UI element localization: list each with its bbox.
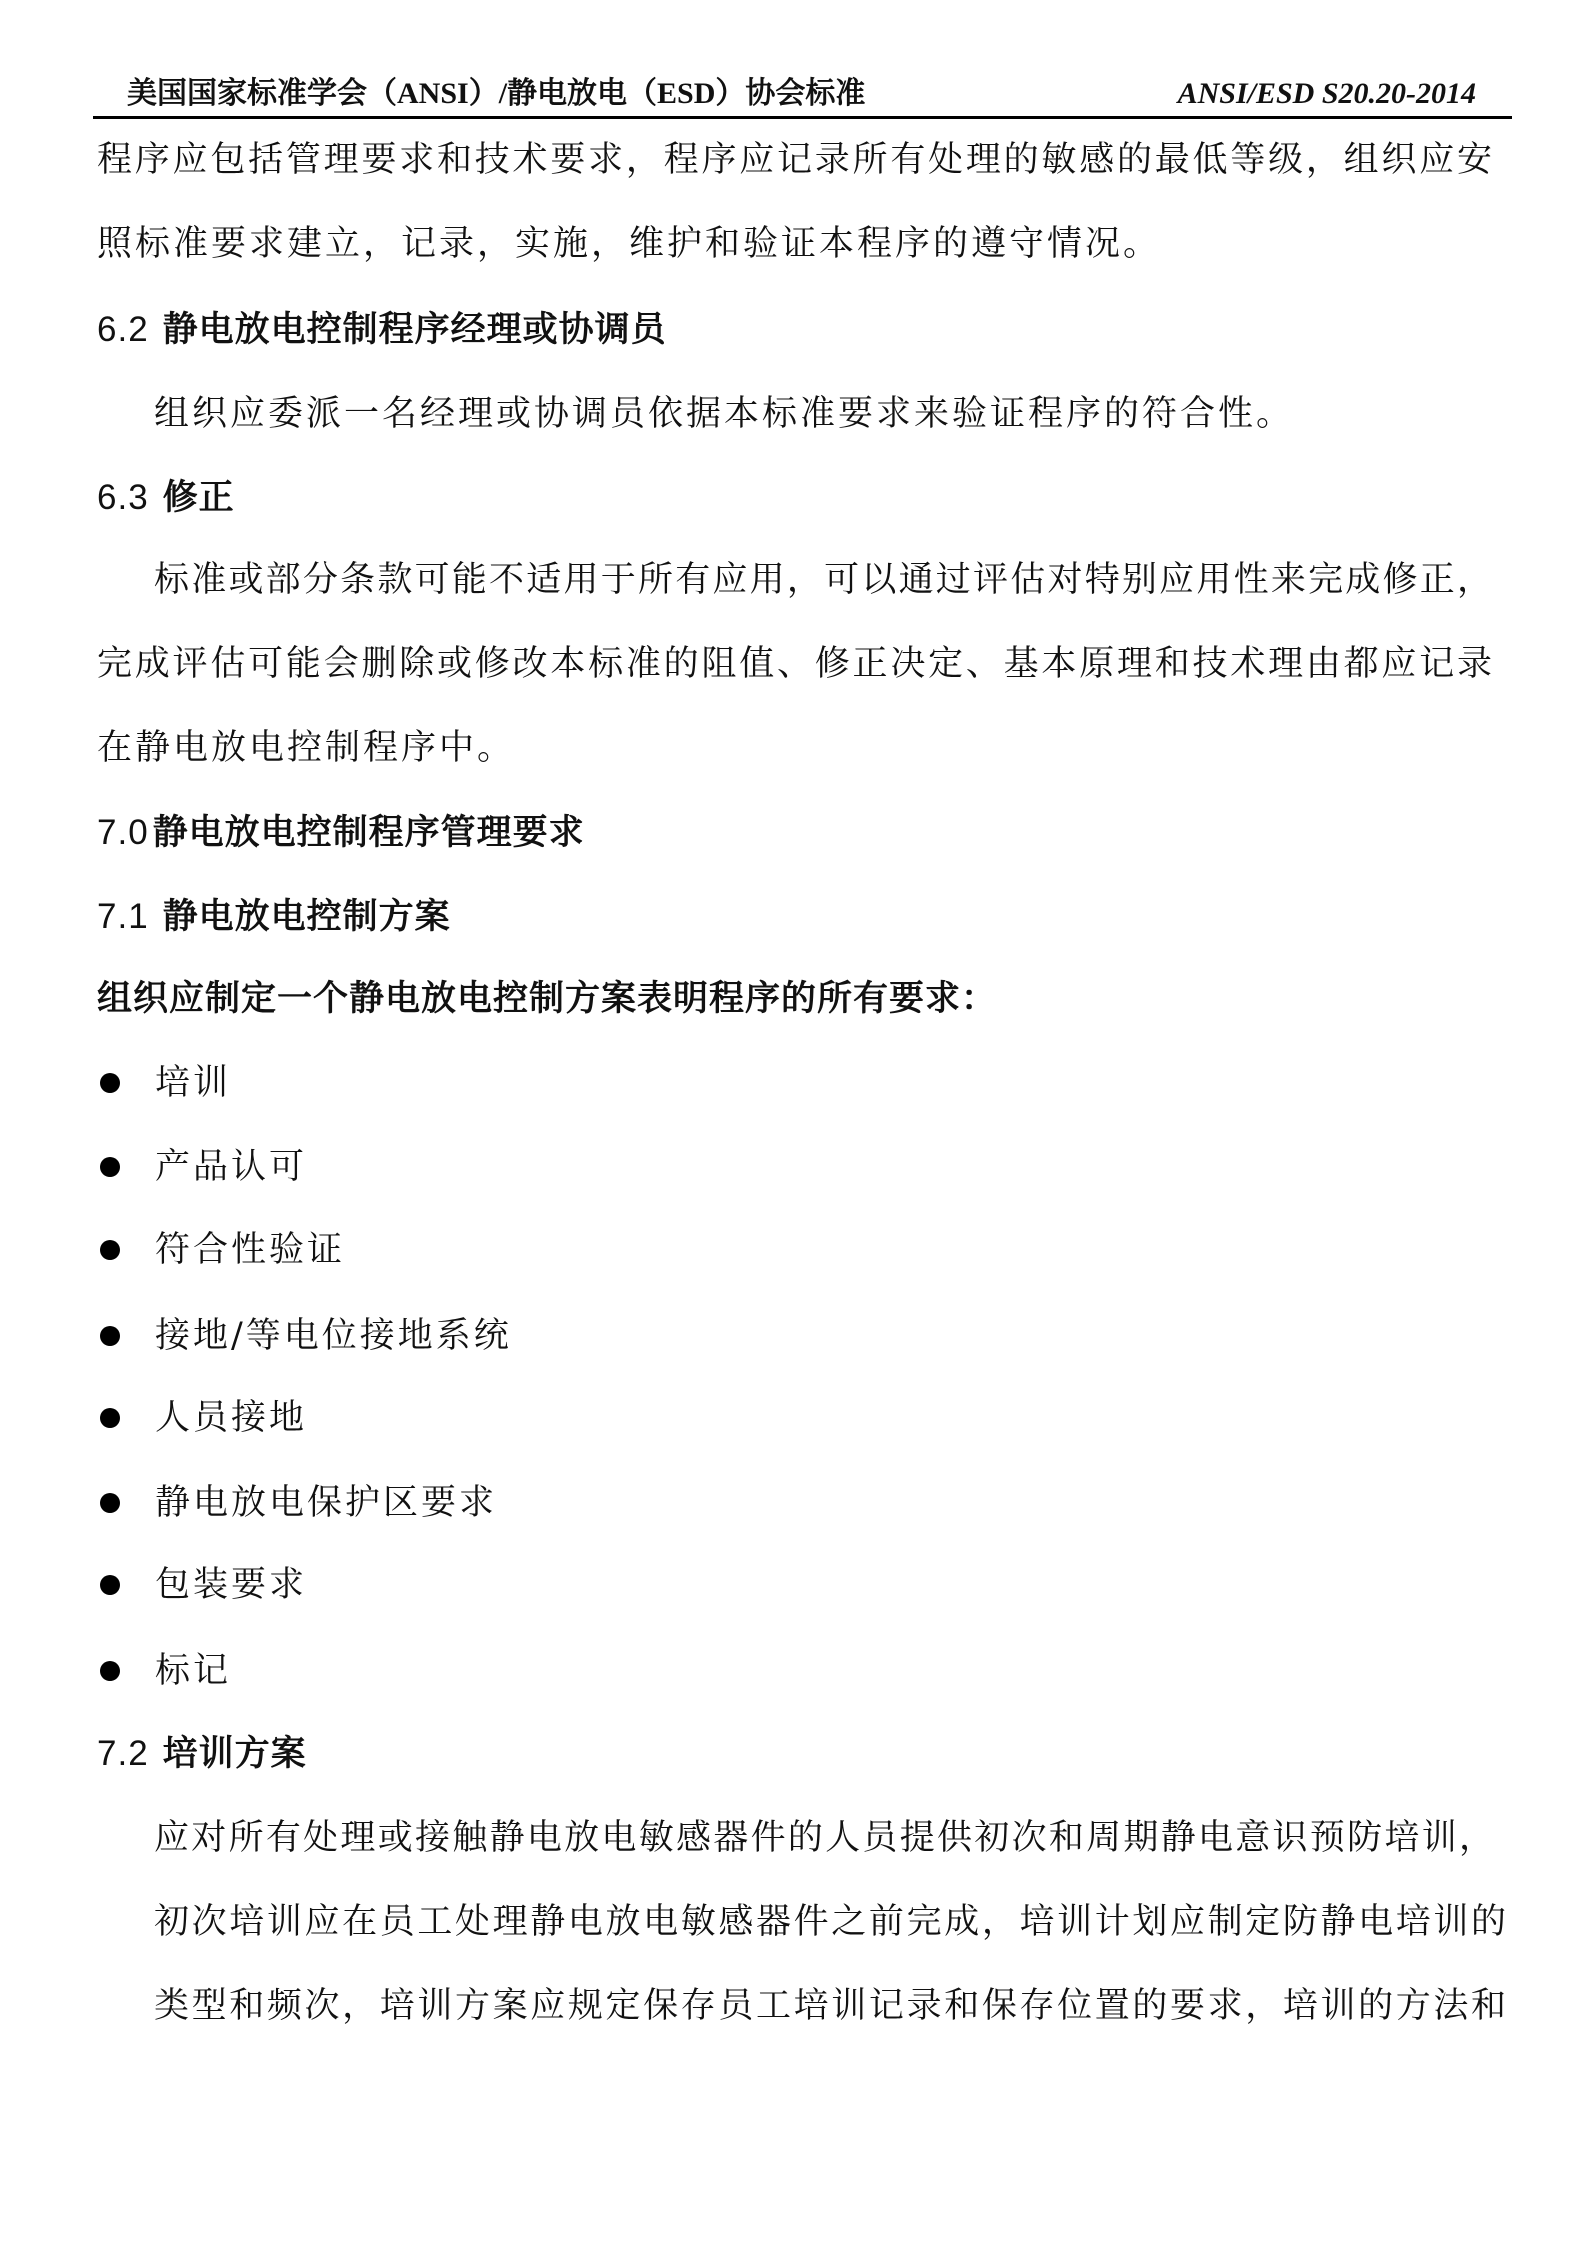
section-heading-6-2 — [97, 305, 667, 355]
paragraph-line: 应对所有处理或接触静电放电敏感器件的人员提供初次和周期静电意识预防培训， — [154, 1818, 1494, 1858]
section-number: 7.1 — [97, 897, 149, 936]
list-item: 人员接地 — [155, 1398, 308, 1438]
section-heading-7-1 — [97, 892, 451, 942]
header-standard-number: ANSI/ESD S20.20-2014 — [1177, 77, 1476, 110]
section-number: 7.0 — [97, 813, 149, 852]
section-number: 6.3 — [97, 478, 149, 517]
section-number: 6.2 — [97, 310, 149, 349]
bullet-icon — [100, 1240, 120, 1260]
paragraph-line: 在静电放电控制程序中。 — [97, 728, 516, 768]
section-title: 静电放电控制程序管理要求 — [152, 813, 585, 852]
section-heading-6-3 — [97, 473, 235, 523]
bullet-icon — [100, 1157, 120, 1177]
bullet-icon — [100, 1073, 120, 1093]
paragraph-line: 标准或部分条款可能不适用于所有应用，可以通过评估对特别应用性来完成修正， — [154, 560, 1492, 600]
section-title: 培训方案 — [162, 1734, 307, 1773]
paragraph-line: 程序应包括管理要求和技术要求，程序应记录所有处理的敏感的最低等级，组织应安 — [97, 140, 1492, 180]
paragraph-line: 初次培训应在员工处理静电放电敏感器件之前完成，培训计划应制定防静电培训的 — [154, 1902, 1506, 1942]
bullet-icon — [100, 1408, 120, 1428]
list-item: 标记 — [155, 1651, 232, 1691]
section-title: 修正 — [162, 478, 235, 517]
bullet-icon — [100, 1326, 120, 1346]
list-item: 符合性验证 — [155, 1230, 346, 1270]
section-title: 静电放电控制程序经理或协调员 — [162, 310, 667, 349]
header-rule — [93, 116, 1512, 119]
list-item: 静电放电保护区要求 — [155, 1483, 498, 1523]
section-number: 7.2 — [97, 1734, 149, 1773]
paragraph-line: 类型和频次，培训方案应规定保存员工培训记录和保存位置的要求，培训的方法和 — [154, 1986, 1506, 2026]
section-heading-7-0 — [97, 808, 585, 858]
paragraph-line: 组织应委派一名经理或协调员依据本标准要求来验证程序的符合性。 — [154, 394, 1295, 434]
bullet-icon — [100, 1493, 120, 1513]
section-title: 静电放电控制方案 — [162, 897, 451, 936]
list-item: 接地/等电位接地系统 — [155, 1316, 512, 1356]
list-item: 培训 — [155, 1063, 232, 1103]
paragraph-line: 完成评估可能会删除或修改本标准的阻值、修正决定、基本原理和技术理由都应记录 — [97, 644, 1492, 684]
bullet-icon — [100, 1661, 120, 1681]
lead-sentence: 组织应制定一个静电放电控制方案表明程序的所有要求： — [97, 979, 998, 1018]
list-item: 包装要求 — [155, 1565, 308, 1605]
section-heading-7-2 — [97, 1729, 307, 1779]
paragraph-line: 照标准要求建立，记录，实施，维护和验证本程序的遵守情况。 — [97, 224, 1162, 264]
bullet-icon — [100, 1575, 120, 1595]
list-item: 产品认可 — [155, 1147, 308, 1187]
header-left-title: 美国国家标准学会（ANSI）/静电放电（ESD）协会标准 — [127, 77, 866, 110]
